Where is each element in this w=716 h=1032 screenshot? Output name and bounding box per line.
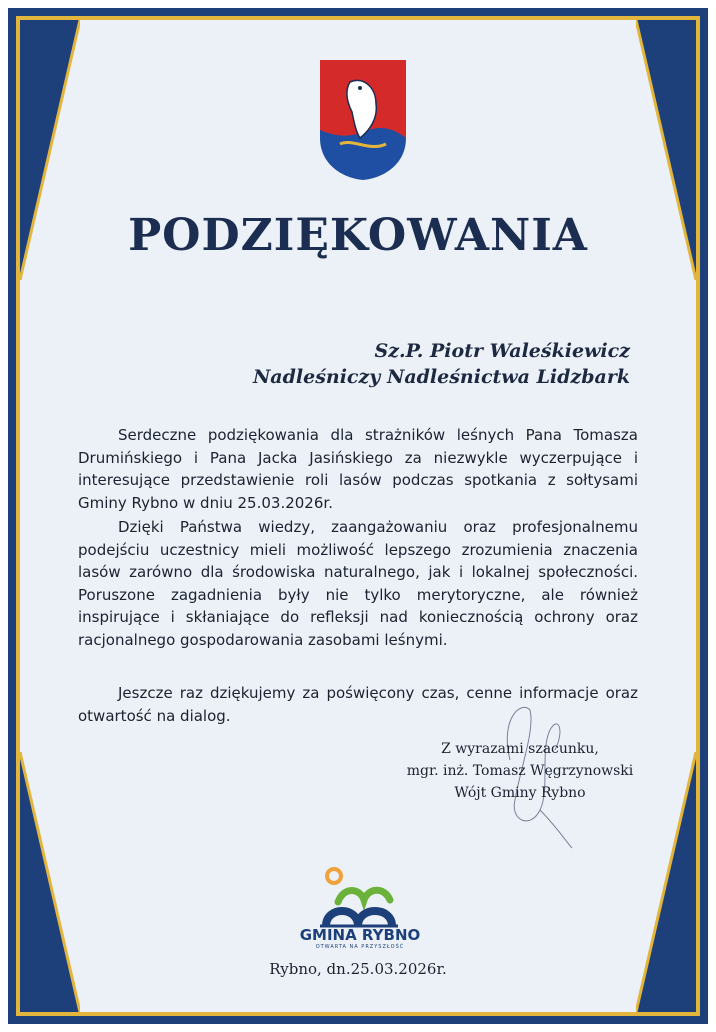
letter-content [20,20,696,1012]
body-paragraph-1: Serdeczne podziękowania dla strażników leśnych Pana Tomasza Drumińskiego i Pana Jacka Jasińskiego za niezwykle wyczerpujące i interesujące przedstawienie roli lasów podczas spotkania z sołtysami Gminy Rybno w dniu 25.03.2026r. [78,426,638,512]
signature-position: Wójt Gminy Rybno [454,785,586,801]
recipient-block [253,338,630,390]
coat-of-arms-fish-icon [320,60,406,180]
place-and-date: Rybno, dn.25.03.2026r. [269,960,447,978]
signature-name: mgr. inż. Tomasz Węgrzynowski [406,763,634,779]
body-paragraph-2: Dzięki Państwa wiedzy, zaangażowaniu oraz profesjonalnemu podejściu uczestnicy mieli możliwość lepszego zrozumienia znaczenia lasów zarówno dla środowiska naturalnego, jak i lokalnej społeczności. Poruszone zagadnienia były nie tylko merytoryczne, ale również inspirujące i skłaniające do refleksji nad koniecznością ochrony oraz racjonalnego gospodarowania zasobami leśnymi. [78,518,638,649]
signature-closing: Z wyrazami szacunku, [441,741,599,757]
body-paragraph-3: Jeszcze raz dziękujemy za poświęcony czas, cenne informacje oraz otwartość na dialog. [78,684,638,725]
document-title: PODZIĘKOWANIA [128,210,588,261]
logo-tagline: OTWARTA NA PRZYSZŁOŚĆ [315,944,405,950]
signature-block [380,738,660,804]
recipient-title: Nadleśniczy Nadleśnictwa Lidzbark [252,366,630,388]
logo-name: GMINA RYBNO [299,926,421,944]
recipient-name: Sz.P. Piotr Waleśkiewicz [374,340,630,362]
